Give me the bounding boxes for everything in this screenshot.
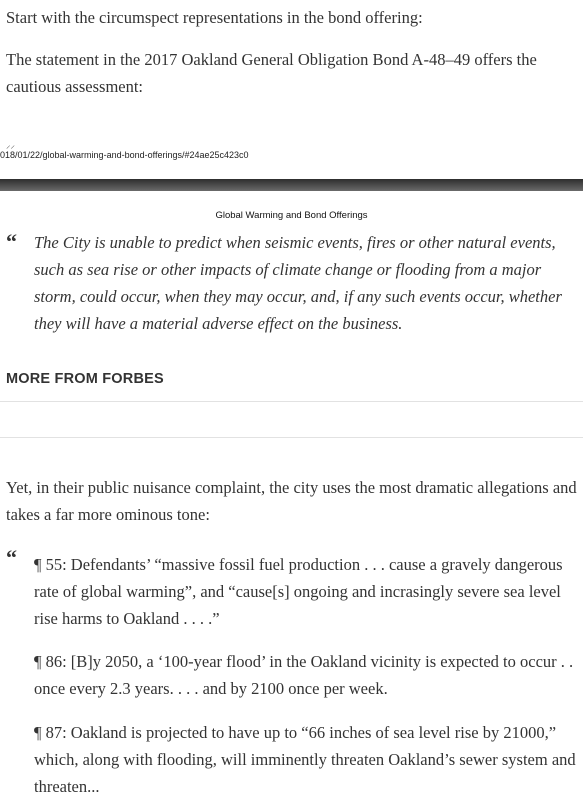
complaint-intro-paragraph: Yet, in their public nuisance complaint, the city uses the most dramatic allegations and takes a far more ominous tone: <box>6 478 577 524</box>
intro-paragraph: Start with the circumspect representations in the bond offering: <box>6 8 423 27</box>
print-running-head: Global Warming and Bond Offerings <box>215 210 368 221</box>
print-artifact-mark: ⸝⸝ <box>6 140 16 150</box>
section-divider <box>0 437 583 438</box>
complaint-paragraph-87: ¶ 87: Oakland is projected to have up to “66 inches of sea level rise by 21000,” which, along with flooding, will imminently threaten Oakland’s sewer system and threaten... <box>34 723 576 796</box>
more-from-forbes-heading: MORE FROM FORBES <box>6 371 164 387</box>
quote-mark-icon: “ <box>6 229 17 254</box>
quote-mark-icon: “ <box>6 545 17 570</box>
complaint-paragraph-86: ¶ 86: [B]y 2050, a ‘100-year flood’ in the Oakland vicinity is expected to occur . . once every 2.3 years. . . . and by 2100 once per week. <box>34 652 574 698</box>
page-break-divider <box>0 179 583 191</box>
section-divider <box>0 401 583 402</box>
print-footer-url: 018/01/22/global-warming-and-bond-offerings/#24ae25c423c0 <box>0 150 249 160</box>
bond-offering-quote: The City is unable to predict when seismic events, fires or other natural events, such as sea rise or other impacts of climate change or flooding from a major storm, could occur, when they may occur, and, if any such events occur, whether they will have a material adverse effect on the business. <box>34 233 562 333</box>
bond-statement-paragraph: The statement in the 2017 Oakland General Obligation Bond A-48–49 offers the cautious assessment: <box>6 50 537 96</box>
complaint-paragraph-55: ¶ 55: Defendants’ “massive fossil fuel production . . . cause a gravely dangerous rate of global warming”, and “cause[s] ongoing and incrasingly severe sea level rise harms to Oakland . . . .” <box>34 555 563 628</box>
